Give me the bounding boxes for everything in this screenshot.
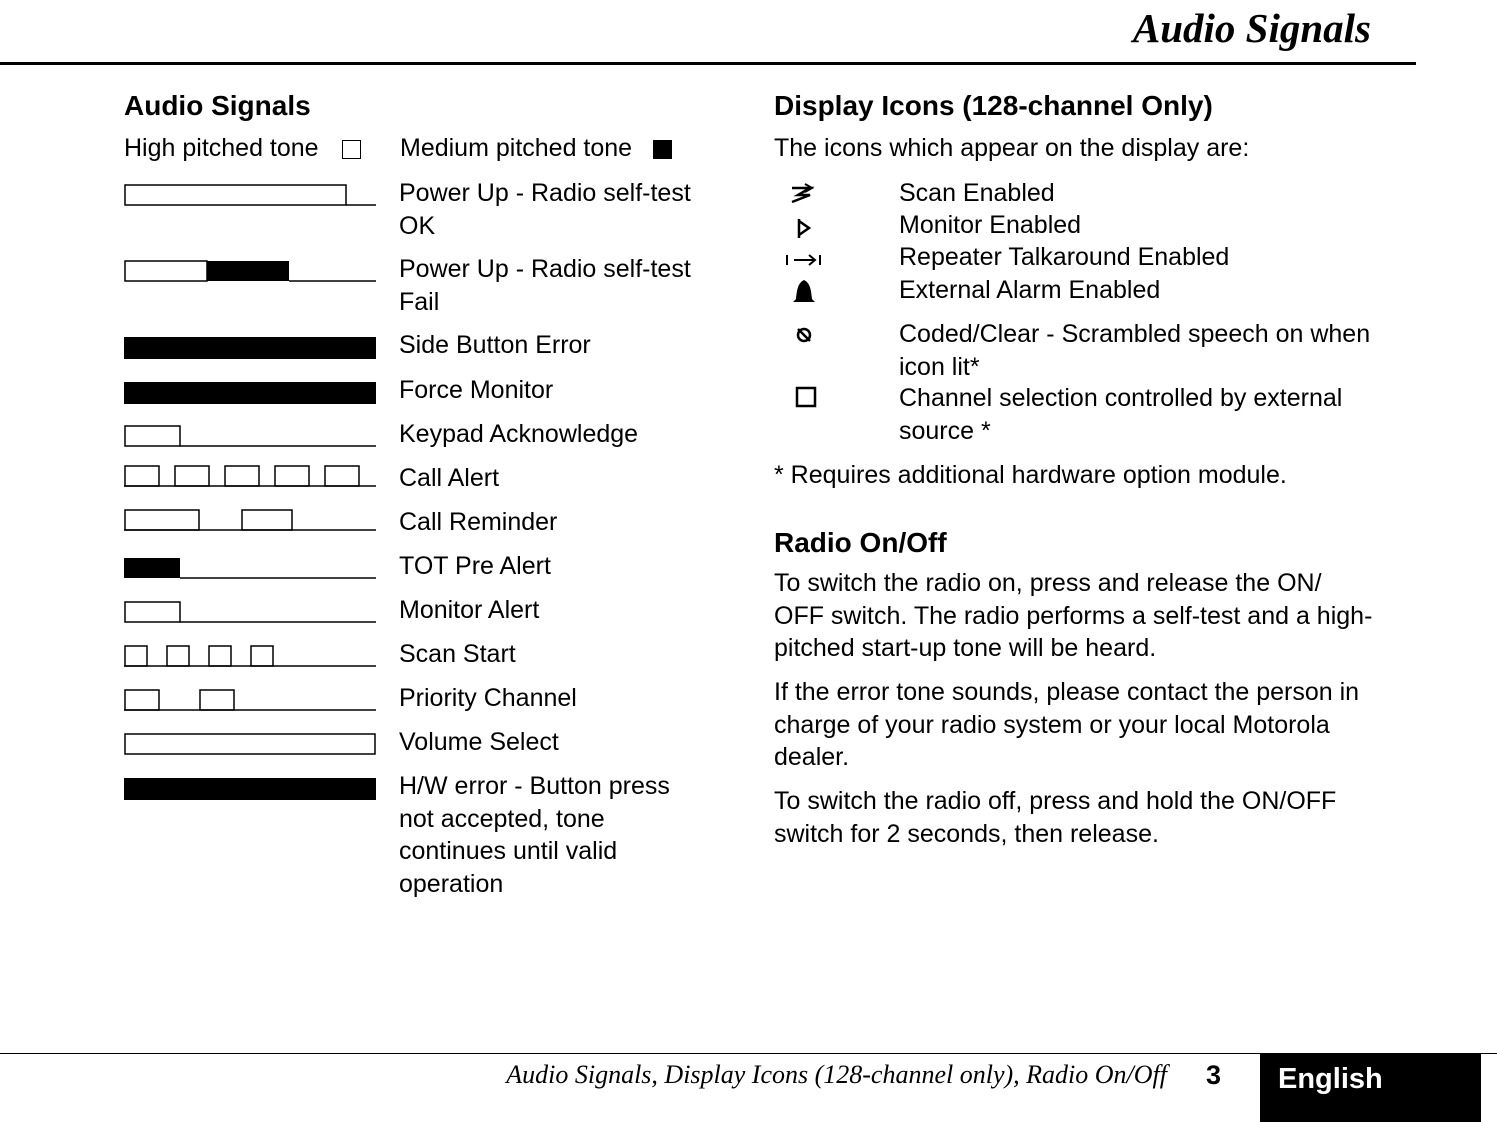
signal-pattern-call-alert (124, 464, 376, 488)
language-tab (1260, 1053, 1481, 1122)
radio-paragraph-off: To switch the radio off, press and hold the ON/OFF switch for 2 seconds, then release. (774, 787, 1337, 848)
bell-icon (784, 277, 824, 307)
icon-label-scrambled: Coded/Clear - Scrambled speech on when icon lit* (899, 320, 1371, 381)
talkaround-icon (784, 245, 824, 275)
signal-pattern-scan-start (124, 644, 376, 668)
signal-pattern-call-reminder (124, 508, 376, 532)
signal-label-call-alert: Call Alert (399, 464, 500, 492)
hardware-note: * Requires additional hardware option module. (774, 461, 1287, 489)
page-number: 3 (1206, 1060, 1222, 1090)
page-header-title: Audio Signals (1132, 5, 1371, 51)
signal-label-volume-select: Volume Select (399, 728, 559, 756)
icon-label-external-source: Channel selection controlled by external source * (899, 384, 1343, 445)
square-icon (784, 383, 824, 413)
icon-label-monitor: Monitor Enabled (899, 211, 1082, 239)
language-label: English (1278, 1063, 1383, 1095)
signal-label-call-reminder: Call Reminder (399, 508, 558, 536)
icon-label-talkaround: Repeater Talkaround Enabled (899, 243, 1230, 271)
signal-label-power-up-fail: Power Up - Radio self-test Fail (399, 255, 691, 316)
legend-high (124, 132, 361, 165)
signal-pattern-power-up-ok (124, 183, 376, 207)
signal-pattern-power-up-fail (124, 259, 376, 283)
footer-section-text: Audio Signals, Display Icons (128-channel only), Radio On/Off (506, 1060, 1167, 1089)
display-icons-intro: The icons which appear on the display are: (774, 134, 1250, 162)
audio-signals-heading: Audio Signals (124, 90, 311, 121)
signal-label-tot-pre-alert: TOT Pre Alert (399, 552, 551, 580)
signal-label-hw-error: H/W error - Button press not accepted, tone continues until valid operation (399, 772, 670, 898)
legend-medium (400, 132, 672, 165)
icon-label-scan: Scan Enabled (899, 179, 1055, 207)
signal-pattern-keypad-ack (124, 424, 376, 448)
monitor-icon (784, 213, 824, 243)
radio-paragraph-on: To switch the radio on, press and release the ON/ OFF switch. The radio performs a self-test and a high-pitched start-up tone will be heard. (774, 569, 1373, 662)
radio-paragraph-error: If the error tone sounds, please contact the person in charge of your radio system or your local Motorola dealer. (774, 678, 1360, 771)
medium-tone-swatch-icon (653, 140, 672, 159)
signal-label-scan-start: Scan Start (399, 640, 516, 668)
scan-icon (784, 180, 824, 210)
signal-label-keypad-ack: Keypad Acknowledge (399, 420, 639, 448)
signal-label-side-button-error: Side Button Error (399, 331, 591, 359)
legend-medium-label: Medium pitched tone (400, 134, 633, 162)
header-rule (0, 62, 1416, 65)
scramble-icon (784, 320, 824, 350)
signal-pattern-volume-select (124, 732, 376, 756)
signal-label-priority-channel: Priority Channel (399, 684, 577, 712)
display-icons-heading: Display Icons (128-channel Only) (774, 90, 1213, 121)
signal-label-force-monitor: Force Monitor (399, 376, 554, 404)
radio-on-off-heading: Radio On/Off (774, 527, 947, 558)
signal-label-monitor-alert: Monitor Alert (399, 596, 540, 624)
signal-pattern-hw-error (124, 776, 376, 800)
signal-pattern-monitor-alert (124, 600, 376, 624)
signal-pattern-force-monitor (124, 380, 376, 404)
icon-label-external-alarm: External Alarm Enabled (899, 276, 1161, 304)
signal-pattern-side-button-error (124, 335, 376, 359)
signal-pattern-tot-pre-alert (124, 556, 376, 580)
high-tone-swatch-icon (342, 140, 361, 159)
signal-label-power-up-ok: Power Up - Radio self-test OK (399, 179, 691, 240)
legend-high-label: High pitched tone (124, 134, 319, 162)
signal-pattern-priority-channel (124, 688, 376, 712)
